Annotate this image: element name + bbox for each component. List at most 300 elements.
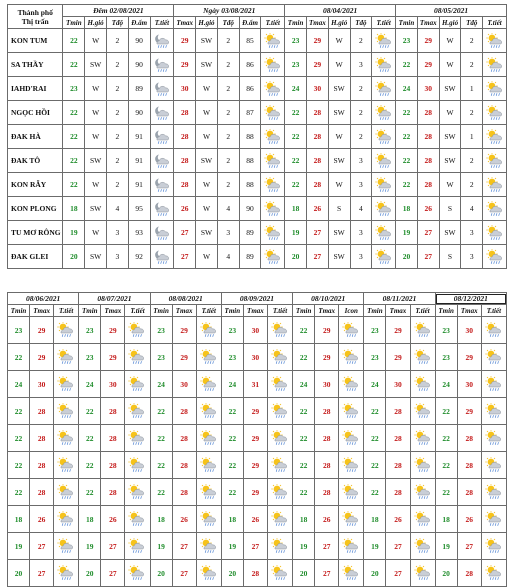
tmin-value: 23	[285, 29, 307, 53]
sun-cloud-rain-icon	[264, 225, 282, 241]
wind-speed: 2	[217, 173, 239, 197]
sun-cloud-rain-icon	[414, 403, 432, 419]
tmax-value: 27	[30, 533, 54, 560]
tmax-value: 29	[386, 317, 410, 344]
sun-cloud-rain-icon	[486, 177, 504, 193]
tmin-value: 22	[8, 398, 30, 425]
tmax-value: 28	[315, 398, 339, 425]
city-name: ĐAK TÔ	[8, 149, 63, 173]
sun-cloud-rain-icon	[128, 376, 146, 392]
column-header: T.tiết	[483, 17, 507, 29]
weather-cell	[54, 344, 79, 371]
sun-cloud-rain-icon	[414, 376, 432, 392]
humidity: 88	[239, 149, 261, 173]
weather-cell	[410, 398, 435, 425]
sun-cloud-rain-icon	[342, 349, 360, 365]
tmin-value: 20	[150, 560, 172, 587]
weather-cell	[261, 197, 285, 221]
tmin-value: 19	[221, 533, 243, 560]
tmax-value: 29	[417, 29, 439, 53]
tmax-value: 30	[243, 317, 267, 344]
tmin-value: 22	[435, 398, 457, 425]
column-header: Icon	[339, 305, 364, 317]
sun-cloud-rain-icon	[264, 33, 282, 49]
tmax-value: 30	[457, 317, 481, 344]
tmin-value: 22	[435, 452, 457, 479]
sun-cloud-rain-icon	[485, 457, 503, 473]
tmax-value: 30	[306, 77, 328, 101]
wind-speed: 3	[217, 221, 239, 245]
weather-cell	[483, 245, 507, 269]
tmin-value: 22	[293, 425, 315, 452]
tmin-value: 22	[8, 344, 30, 371]
weather-cell	[410, 452, 435, 479]
wind-speed: 2	[107, 173, 129, 197]
weather-cell	[372, 149, 396, 173]
tmax-value: 28	[30, 479, 54, 506]
sun-cloud-rain-icon	[200, 457, 218, 473]
tmin-value: 22	[285, 101, 307, 125]
weather-cell	[372, 29, 396, 53]
column-header: Tmax	[386, 305, 410, 317]
tmin-value: 24	[435, 371, 457, 398]
tmax-value: 29	[417, 53, 439, 77]
tmin-value: 22	[396, 101, 418, 125]
wind-direction: W	[196, 245, 218, 269]
sun-cloud-rain-icon	[414, 430, 432, 446]
sun-cloud-rain-icon	[414, 565, 432, 581]
tmax-value: 30	[243, 344, 267, 371]
wind-direction: SW	[328, 77, 350, 101]
tmin-value: 19	[293, 533, 315, 560]
sun-cloud-rain-icon	[264, 105, 282, 121]
weather-cell	[196, 344, 221, 371]
wind-speed: 2	[350, 125, 372, 149]
tmin-value: 23	[79, 317, 101, 344]
tmin-value: 18	[63, 197, 85, 221]
tmax-value: 29	[315, 317, 339, 344]
weather-cell	[196, 560, 221, 587]
tmax-value: 28	[315, 425, 339, 452]
weather-cell	[54, 452, 79, 479]
sun-cloud-rain-icon	[485, 511, 503, 527]
sun-cloud-rain-icon	[271, 457, 289, 473]
table-row	[8, 371, 507, 398]
tmin-value: 22	[221, 398, 243, 425]
column-header: Tmin	[293, 305, 315, 317]
tmin-value: 22	[285, 125, 307, 149]
tmin-value: 22	[79, 479, 101, 506]
wind-direction: W	[196, 125, 218, 149]
tmin-value: 18	[221, 506, 243, 533]
humidity: 91	[128, 125, 150, 149]
sun-cloud-rain-icon	[264, 153, 282, 169]
sun-cloud-rain-icon	[128, 403, 146, 419]
weather-cell	[267, 533, 292, 560]
weather-cell	[150, 197, 174, 221]
weather-cell	[196, 398, 221, 425]
sun-cloud-rain-icon	[485, 349, 503, 365]
weather-cell	[339, 371, 364, 398]
wind-direction: W	[439, 173, 461, 197]
weather-cell	[150, 245, 174, 269]
tmin-value: 23	[221, 317, 243, 344]
night-cloud-rain-icon	[153, 153, 171, 169]
tmax-value: 30	[30, 371, 54, 398]
weather-cell	[54, 371, 79, 398]
weather-cell	[481, 317, 506, 344]
column-header: H.gió	[196, 17, 218, 29]
humidity: 89	[128, 77, 150, 101]
weather-cell	[150, 221, 174, 245]
night-cloud-rain-icon	[153, 105, 171, 121]
night-cloud-rain-icon	[153, 177, 171, 193]
tmax-value: 28	[306, 149, 328, 173]
wind-direction: W	[328, 125, 350, 149]
sun-cloud-rain-icon	[414, 538, 432, 554]
tmin-value: 23	[396, 29, 418, 53]
tmin-value: 22	[8, 452, 30, 479]
tmax-value: 28	[457, 560, 481, 587]
humidity: 89	[239, 221, 261, 245]
tmin-value: 22	[63, 53, 85, 77]
wind-direction: W	[439, 101, 461, 125]
sun-cloud-rain-icon	[342, 457, 360, 473]
column-header: Tmin	[285, 17, 307, 29]
weather-cell	[267, 317, 292, 344]
weather-cell	[483, 221, 507, 245]
city-name: NGỌC HỒI	[8, 101, 63, 125]
wind-direction: W	[328, 173, 350, 197]
weather-cell	[372, 77, 396, 101]
day-header: 08/09/2021	[221, 293, 292, 305]
sun-cloud-rain-icon	[128, 430, 146, 446]
sun-cloud-rain-icon	[128, 349, 146, 365]
tmin-value: 23	[435, 344, 457, 371]
sun-cloud-rain-icon	[375, 105, 393, 121]
sun-cloud-rain-icon	[485, 484, 503, 500]
wind-speed: 2	[107, 77, 129, 101]
night-cloud-rain-icon	[153, 57, 171, 73]
tmax-value: 27	[306, 221, 328, 245]
sun-cloud-rain-icon	[271, 376, 289, 392]
wind-speed: 2	[350, 101, 372, 125]
sun-cloud-rain-icon	[200, 565, 218, 581]
weather-cell	[339, 533, 364, 560]
tmin-value: 19	[79, 533, 101, 560]
sun-cloud-rain-icon	[342, 322, 360, 338]
tmax-value: 26	[315, 506, 339, 533]
wind-direction: SW	[85, 149, 107, 173]
wind-speed: 2	[217, 77, 239, 101]
tmax-value: 28	[30, 425, 54, 452]
wind-speed: 3	[350, 149, 372, 173]
tmax-value: 29	[101, 344, 125, 371]
tmin-value: 22	[221, 479, 243, 506]
tmax-value: 29	[174, 53, 196, 77]
day-header: 08/10/2021	[293, 293, 364, 305]
tmax-value: 28	[315, 452, 339, 479]
tmax-value: 29	[172, 317, 196, 344]
humidity: 90	[128, 29, 150, 53]
sun-cloud-rain-icon	[57, 322, 75, 338]
tmin-value: 22	[150, 425, 172, 452]
tmax-value: 26	[101, 506, 125, 533]
sun-cloud-rain-icon	[342, 403, 360, 419]
wind-speed: 3	[350, 53, 372, 77]
weather-cell	[481, 479, 506, 506]
wind-direction: W	[85, 173, 107, 197]
tmin-value: 19	[396, 221, 418, 245]
sun-cloud-rain-icon	[414, 511, 432, 527]
tmax-value: 29	[174, 29, 196, 53]
wind-speed: 2	[107, 101, 129, 125]
wind-direction: SW	[328, 101, 350, 125]
weather-cell	[54, 479, 79, 506]
tmin-value: 22	[293, 479, 315, 506]
tmin-value: 24	[150, 371, 172, 398]
tmax-value: 27	[386, 533, 410, 560]
wind-speed: 3	[350, 221, 372, 245]
tmax-value: 28	[417, 125, 439, 149]
weather-cell	[410, 371, 435, 398]
tmax-value: 28	[306, 173, 328, 197]
tmin-value: 23	[79, 344, 101, 371]
humidity: 85	[239, 29, 261, 53]
wind-speed: 3	[107, 245, 129, 269]
tmin-value: 22	[63, 173, 85, 197]
weather-cell	[196, 479, 221, 506]
tmax-value: 27	[30, 560, 54, 587]
tmax-value: 28	[101, 398, 125, 425]
tmax-value: 30	[101, 371, 125, 398]
sun-cloud-rain-icon	[128, 322, 146, 338]
day-header: 08/05/2021	[396, 5, 507, 17]
sun-cloud-rain-icon	[486, 33, 504, 49]
tmax-value: 30	[174, 77, 196, 101]
sun-cloud-rain-icon	[57, 511, 75, 527]
sun-cloud-rain-icon	[485, 322, 503, 338]
night-cloud-rain-icon	[153, 81, 171, 97]
night-cloud-rain-icon	[153, 129, 171, 145]
sun-cloud-rain-icon	[486, 153, 504, 169]
tmax-value: 30	[315, 371, 339, 398]
wind-direction: W	[85, 221, 107, 245]
tmin-value: 20	[221, 560, 243, 587]
wind-direction: S	[439, 245, 461, 269]
weather-cell	[339, 479, 364, 506]
weather-cell	[339, 452, 364, 479]
tmax-value: 29	[243, 398, 267, 425]
tmin-value: 23	[63, 77, 85, 101]
table-row	[8, 101, 507, 125]
sun-cloud-rain-icon	[200, 484, 218, 500]
tmin-value: 22	[63, 125, 85, 149]
tmin-value: 23	[8, 317, 30, 344]
sun-cloud-rain-icon	[128, 538, 146, 554]
tmax-value: 27	[174, 245, 196, 269]
tmax-value: 27	[457, 533, 481, 560]
tmin-value: 22	[8, 479, 30, 506]
column-header: Tmin	[435, 305, 457, 317]
tmin-value: 20	[285, 245, 307, 269]
forecast-grid-2	[7, 292, 507, 587]
wind-direction: SW	[439, 221, 461, 245]
weather-cell	[372, 125, 396, 149]
tmax-value: 28	[172, 425, 196, 452]
tmin-value: 22	[396, 53, 418, 77]
tmin-value: 22	[150, 398, 172, 425]
tmax-value: 31	[243, 371, 267, 398]
tmax-value: 30	[417, 77, 439, 101]
tmax-value: 28	[417, 101, 439, 125]
column-header: Tmin	[150, 305, 172, 317]
sun-cloud-rain-icon	[486, 225, 504, 241]
table-row	[8, 452, 507, 479]
tmin-value: 19	[63, 221, 85, 245]
sun-cloud-rain-icon	[375, 153, 393, 169]
wind-speed: 2	[350, 29, 372, 53]
weather-cell	[261, 173, 285, 197]
sun-cloud-rain-icon	[57, 403, 75, 419]
weather-cell	[54, 317, 79, 344]
tmax-value: 29	[457, 344, 481, 371]
sun-cloud-rain-icon	[57, 538, 75, 554]
sun-cloud-rain-icon	[414, 349, 432, 365]
humidity: 93	[128, 221, 150, 245]
wind-speed: 2	[107, 149, 129, 173]
wind-speed: 2	[461, 29, 483, 53]
tmin-value: 22	[293, 344, 315, 371]
tmin-value: 23	[150, 317, 172, 344]
wind-direction: W	[196, 77, 218, 101]
tmin-value: 22	[79, 398, 101, 425]
tmax-value: 29	[101, 317, 125, 344]
humidity: 91	[128, 149, 150, 173]
wind-direction: W	[439, 29, 461, 53]
sun-cloud-rain-icon	[486, 129, 504, 145]
column-header: T.tiết	[481, 305, 506, 317]
weather-cell	[54, 533, 79, 560]
sun-cloud-rain-icon	[342, 511, 360, 527]
tmin-value: 22	[63, 29, 85, 53]
sun-cloud-rain-icon	[375, 81, 393, 97]
tmax-value: 26	[172, 506, 196, 533]
tmax-value: 28	[457, 452, 481, 479]
tmin-value: 22	[396, 173, 418, 197]
wind-direction: SW	[85, 245, 107, 269]
wind-direction: SW	[196, 221, 218, 245]
tmin-value: 19	[150, 533, 172, 560]
humidity: 91	[128, 173, 150, 197]
column-header: T.tiết	[410, 305, 435, 317]
day-header: 08/06/2021	[8, 293, 79, 305]
sun-cloud-rain-icon	[200, 376, 218, 392]
tmax-value: 28	[457, 479, 481, 506]
table-row	[8, 245, 507, 269]
sun-cloud-rain-icon	[271, 565, 289, 581]
tmax-value: 27	[174, 221, 196, 245]
tmax-value: 28	[101, 479, 125, 506]
tmax-value: 26	[417, 197, 439, 221]
table-row	[8, 425, 507, 452]
sun-cloud-rain-icon	[342, 376, 360, 392]
column-header: Tđộ	[461, 17, 483, 29]
weather-cell	[483, 173, 507, 197]
weather-cell	[261, 77, 285, 101]
tmin-value: 24	[364, 371, 386, 398]
weather-cell	[410, 506, 435, 533]
column-header: T.tiết	[372, 17, 396, 29]
weather-cell	[125, 317, 150, 344]
wind-direction: SW	[439, 125, 461, 149]
sun-cloud-rain-icon	[128, 565, 146, 581]
weather-cell	[481, 506, 506, 533]
day-header: 08/04/2021	[285, 5, 396, 17]
column-header: T.tiết	[267, 305, 292, 317]
wind-speed: 2	[217, 125, 239, 149]
wind-speed: 2	[217, 149, 239, 173]
tmin-value: 24	[221, 371, 243, 398]
tmin-value: 22	[396, 149, 418, 173]
sun-cloud-rain-icon	[271, 511, 289, 527]
tmin-value: 22	[435, 479, 457, 506]
tmin-value: 20	[435, 560, 457, 587]
sun-cloud-rain-icon	[57, 430, 75, 446]
weather-cell	[481, 452, 506, 479]
wind-speed: 2	[350, 77, 372, 101]
tmax-value: 29	[386, 344, 410, 371]
tmin-value: 24	[79, 371, 101, 398]
weather-cell	[196, 371, 221, 398]
tmin-value: 18	[285, 197, 307, 221]
humidity: 89	[239, 245, 261, 269]
tmax-value: 27	[417, 221, 439, 245]
humidity: 86	[239, 53, 261, 77]
column-header: Tmax	[172, 305, 196, 317]
sun-cloud-rain-icon	[375, 33, 393, 49]
weather-cell	[196, 317, 221, 344]
weather-cell	[125, 533, 150, 560]
tmin-value: 19	[364, 533, 386, 560]
sun-cloud-rain-icon	[264, 201, 282, 217]
weather-cell	[372, 53, 396, 77]
column-header: Tmax	[101, 305, 125, 317]
wind-direction: SW	[196, 149, 218, 173]
tmin-value: 24	[396, 77, 418, 101]
day-header: 08/07/2021	[79, 293, 150, 305]
sun-cloud-rain-icon	[486, 105, 504, 121]
tmax-value: 29	[243, 425, 267, 452]
tmax-value: 29	[243, 452, 267, 479]
weather-cell	[339, 344, 364, 371]
weather-cell	[125, 479, 150, 506]
tmin-value: 22	[435, 425, 457, 452]
weather-cell	[125, 560, 150, 587]
column-header: Tmax	[315, 305, 339, 317]
wind-direction: W	[328, 53, 350, 77]
wind-direction: SW	[328, 221, 350, 245]
sun-cloud-rain-icon	[342, 484, 360, 500]
wind-speed: 4	[461, 197, 483, 221]
tmax-value: 27	[386, 560, 410, 587]
weather-cell	[125, 452, 150, 479]
weather-cell	[261, 53, 285, 77]
weather-cell	[410, 317, 435, 344]
column-header: T.tiết	[150, 17, 174, 29]
weather-cell	[410, 344, 435, 371]
tmin-value: 22	[285, 173, 307, 197]
